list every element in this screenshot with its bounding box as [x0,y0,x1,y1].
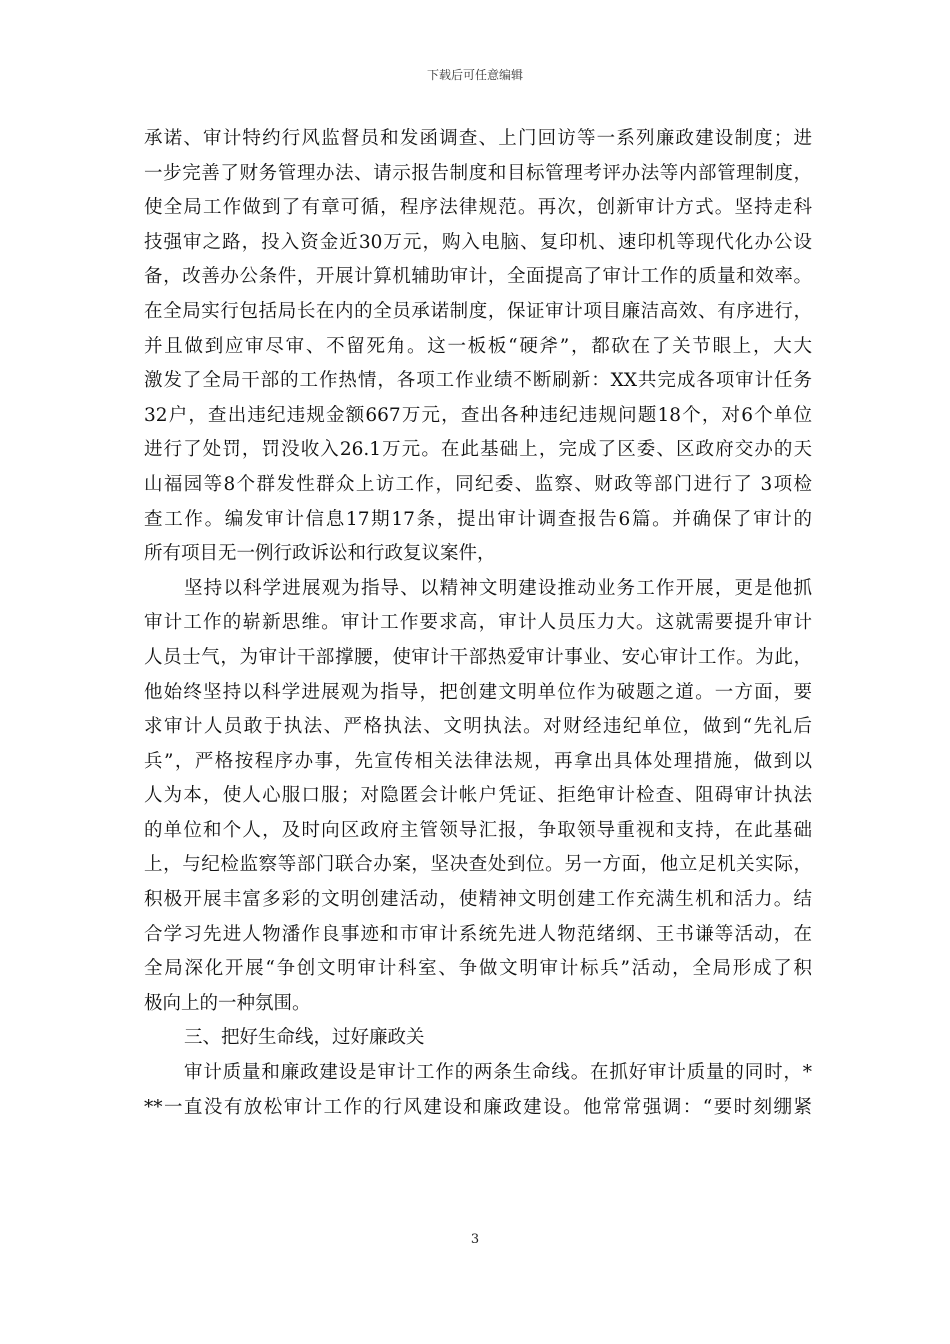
text-line: 极向上的一种氛围。 [144,992,311,1014]
text-line: 全局深化开展“争创文明审计科室、争做文明审计标兵”活动，全局形成了积 [144,958,812,980]
section-heading: 三、把好生命线，过好廉政关 [184,1027,425,1049]
text-line: 并且做到应审尽审、不留死角。这一板板“硬斧”，都砍在了关节眼上，大大 [144,335,812,357]
text-line: 合学习先进人物潘作良事迹和市审计系统先进人物范绪纲、王书谦等活动，在 [144,923,812,945]
text-line: 使全局工作做到了有章可循，程序法律规范。再次，创新审计方式。坚持走科 [144,197,812,219]
text-line: **一直没有放松审计工作的行风建设和廉政建设。他常常强调：“要时刻绷紧 [144,1096,812,1118]
text-line: 所有项目无一例行政诉讼和行政复议案件， [144,543,496,565]
page-number: 3 [470,1232,480,1247]
text-line: 兵”，严格按程序办事，先宣传相关法律法规，再拿出具体处理措施，做到以 [144,750,812,772]
text-line: 查工作。编发审计信息17期17条，提出审计调查报告6篇。并确保了审计的 [144,508,812,530]
text-line: 审计工作的崭新思维。审计工作要求高，审计人员压力大。这就需要提升审计 [144,612,812,634]
text-line: 技强审之路，投入资金近30万元，购入电脑、复印机、速印机等现代化办公设 [144,231,812,253]
document-body [144,122,812,1125]
text-line: 承诺、审计特约行风监督员和发函调查、上门回访等一系列廉政建设制度；进 [144,128,812,149]
text-line: 山福园等8个群发性群众上访工作，同纪委、监察、财政等部门进行了 3项检 [144,473,812,495]
page-header: 下载后可任意编辑 [426,68,523,82]
text-line: 32户，查出违纪违规金额667万元，查出各种违纪违规问题18个，对6个单位 [144,404,812,426]
paragraph-first-line: 审计质量和廉政建设是审计工作的两条生命线。在抓好审计质量的同时，* [184,1062,812,1084]
text-line: 激发了全局干部的工作热情，各项工作业绩不断刷新：XX共完成各项审计任务 [144,370,812,392]
text-line: 备，改善办公条件，开展计算机辅助审计，全面提高了审计工作的质量和效率。 [144,266,812,288]
paragraph-first-line: 坚持以科学进展观为指导、以精神文明建设推动业务工作开展，更是他抓 [184,577,812,599]
text-line: 他始终坚持以科学进展观为指导，把创建文明单位作为破题之道。一方面，要 [144,681,812,703]
text-line: 的单位和个人，及时向区政府主管领导汇报，争取领导重视和支持，在此基础 [144,819,812,841]
text-line: 上，与纪检监察等部门联合办案，坚决查处到位。另一方面，他立足机关实际， [144,854,812,876]
text-line: 进行了处罚，罚没收入26.1万元。在此基础上，完成了区委、区政府交办的天 [144,439,812,461]
text-line: 在全局实行包括局长在内的全员承诺制度，保证审计项目廉洁高效、有序进行， [144,300,812,322]
text-line: 人为本，使人心服口服；对隐匿会计帐户凭证、拒绝审计检查、阻碍审计执法 [144,785,812,807]
text-line: 一步完善了财务管理办法、请示报告制度和目标管理考评办法等内部管理制度， [144,162,812,184]
text-line: 求审计人员敢于执法、严格执法、文明执法。对财经违纪单位，做到“先礼后 [144,716,812,738]
text-line: 积极开展丰富多彩的文明创建活动，使精神文明创建工作充满生机和活力。结 [144,889,812,911]
text-line: 人员士气，为审计干部撑腰，使审计干部热爱审计事业、安心审计工作。为此， [144,646,812,668]
